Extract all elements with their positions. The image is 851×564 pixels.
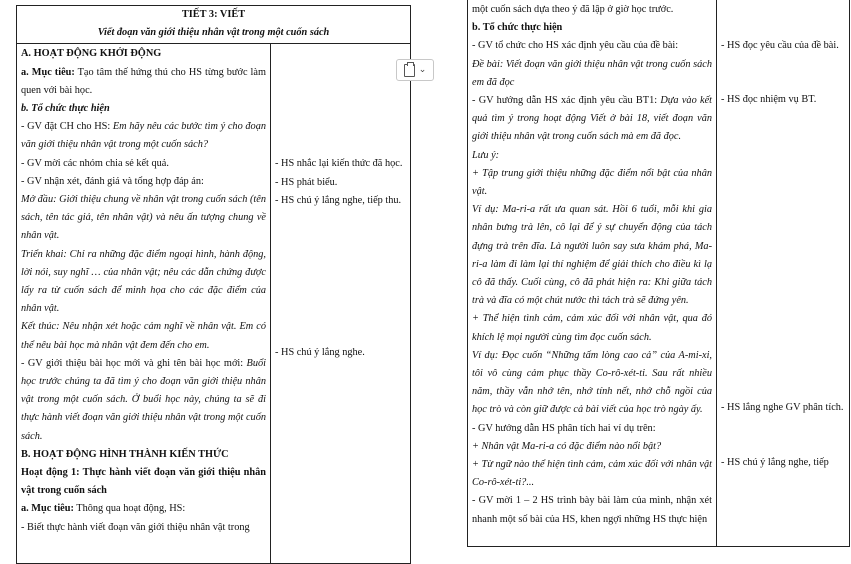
section-a-heading: A. HOẠT ĐỘNG KHỞI ĐỘNG	[21, 48, 162, 60]
note-2: + Thể hiện tình cảm, cảm xúc đối với nhân vật, qua đó khích lệ mọi người cùng tìm đọc cuốn sách.	[472, 313, 712, 343]
answer-mo-dau: Mở đầu: Giới thiệu chung về nhân vật trong cuốn sách (tên sách, tên tác giả, tên nhân vật) và nêu ấn tượng chung về nhân vật.	[21, 194, 266, 242]
hs-response-2: - HS phát biểu.	[275, 176, 338, 188]
paste-options-button[interactable]	[396, 59, 434, 81]
document-page-right	[452, 0, 851, 527]
answer-ket-thuc: Kết thúc: Nêu nhận xét hoặc cảm nghĩ về nhân vật. Em có thể nêu bài học mà nhân vật đem đến cho em.	[21, 321, 266, 351]
gv-step-1: - GV tổ chức cho HS xác định yêu cầu của đề bài:	[472, 40, 679, 52]
student-column	[271, 44, 411, 564]
section-b-heading: B. HOẠT ĐỘNG HÌNH THÀNH KIẾN THỨC	[21, 448, 229, 460]
lesson-table-left	[16, 5, 411, 564]
title-row	[17, 6, 411, 44]
content-row	[468, 0, 850, 547]
teacher-column	[468, 0, 717, 547]
gv-step-4: - GV giới thiệu bài học mới và ghi tên bài học mới: Buổi học trước chúng ta đã tìm ý cho đoạn văn giới thiệu nhân vật trong một cuốn sách. Ở buổi học này, chúng ta sẽ đi thực hành viết đoạn văn giới thiệu nhân vật trong một cuốn sách.	[21, 357, 266, 442]
gv-step-3: - GV hướng dẫn HS phân tích hai ví dụ trên:	[472, 422, 656, 434]
lesson-title: TIẾT 3: VIẾT	[181, 9, 246, 20]
hs-response-4: - HS chú ý lắng nghe.	[275, 347, 365, 359]
hs-response-4: - HS chú ý lắng nghe, tiếp	[721, 456, 829, 468]
objective-b: a. Mục tiêu: Thông qua hoạt động, HS:	[21, 503, 186, 515]
lesson-table-right	[467, 0, 850, 547]
lesson-subtitle: Viết đoạn văn giới thiệu nhân vật trong một cuốn sách	[97, 27, 330, 39]
gv-step-1: - GV đặt CH cho HS: Em hãy nêu các bước tìm ý cho đoạn văn giới thiệu nhân vật trong một cuốn sách?	[21, 121, 266, 151]
answer-trien-khai: Triển khai: Chỉ ra những đặc điểm ngoại hình, hành động, lời nói, suy nghĩ … của nhân vật; nêu các dẫn chứng được lấy ra từ cuốn sách để minh họa cho các đặc điểm của nhân vật.	[21, 248, 266, 315]
org-heading: b. Tổ chức thực hiện	[472, 22, 563, 34]
teacher-column	[17, 44, 271, 564]
hs-response-1: - HS nhắc lại kiến thức đã học.	[275, 158, 403, 170]
exercise-prompt: Đề bài: Viết đoạn văn giới thiệu nhân vật trong cuốn sách em đã đọc	[472, 58, 712, 88]
example-1: Ví dụ: Ma-ri-a rất ưa quan sát. Hồi 6 tuổi, mỗi khi gia nhân bưng trà lên, cô lại để ý sự chuyển động của tách đựng trà trên đĩa. Là người luôn say sưa khám phá, Ma-ri-a làm đi làm lại thí nghiệm để giải thích cho điều kì lạ cô đã thấy. Cuối cùng, cô đã phát hiện ra: Khi giữa tách trà và đĩa có một chút nước thì tách trà sẽ đứng yên.	[472, 204, 712, 307]
example-2: Ví dụ: Đọc cuốn “Những tấm lòng cao cả” của A-mi-xi, tôi vô cùng cảm phục thầy Co-rô-xét-ti. Sau rất nhiều năm, thầy vẫn nhớ tên, nhớ tính nết, nhớ chỗ ngồi của học trò và còn giữ được cả bài viết của học trò ngày ấy.	[472, 349, 712, 416]
student-column	[717, 0, 850, 547]
gv-step-2: - GV hướng dẫn HS xác định yêu cầu BT1: Dựa vào kết quả tìm ý trong hoạt động Viết ở bài 18, viết đoạn văn giới thiệu nhân vật trong cuốn sách mà em đã đọc.	[472, 95, 713, 143]
question-2: + Từ ngữ nào thể hiện tình cảm, cảm xúc đối với nhân vật Co-rô-xét-ti?...	[472, 459, 712, 489]
hs-response-2: - HS đọc nhiệm vụ BT.	[721, 94, 817, 106]
objective-b-cont: một cuốn sách dựa theo ý đã lập ở giờ học trước.	[472, 4, 674, 15]
question-1: + Nhân vật Ma-ri-a có đặc điểm nào nổi bật?	[472, 440, 662, 452]
gv-step-2: - GV mời các nhóm chia sẻ kết quả.	[21, 157, 169, 169]
note-1: + Tập trung giới thiệu những đặc điểm nổi bật của nhân vật.	[472, 167, 712, 198]
objective-a: a. Mục tiêu: Tạo tâm thế hứng thú cho HS từng bước làm quen với bài học.	[21, 66, 266, 96]
org-heading: b. Tổ chức thực hiện	[21, 103, 110, 115]
hs-response-1: - HS đọc yêu cầu của đề bài.	[721, 40, 839, 51]
chevron-down-icon: ⌄	[418, 65, 427, 75]
objective-b-item: - Biết thực hành viết đoạn văn giới thiệu nhân vật trong	[21, 521, 250, 533]
gv-step-4: - GV mời 1 – 2 HS trình bày bài làm của mình, nhận xét nhanh một số bài của HS, khen ngợi những HS thực hiện	[472, 495, 712, 525]
hs-response-3: - HS chú ý lắng nghe, tiếp thu.	[275, 194, 402, 206]
hs-response-3: - HS lắng nghe GV phân tích.	[721, 402, 844, 414]
content-row	[17, 44, 411, 564]
activity-1-heading: Hoạt động 1: Thực hành viết đoạn văn giới thiệu nhân vật trong cuốn sách	[21, 467, 266, 497]
gv-step-3: - GV nhận xét, đánh giá và tổng hợp đáp án:	[21, 175, 204, 187]
document-page-left	[0, 0, 420, 533]
note-heading: Lưu ý:	[472, 149, 500, 161]
clipboard-paste-icon	[404, 64, 415, 77]
